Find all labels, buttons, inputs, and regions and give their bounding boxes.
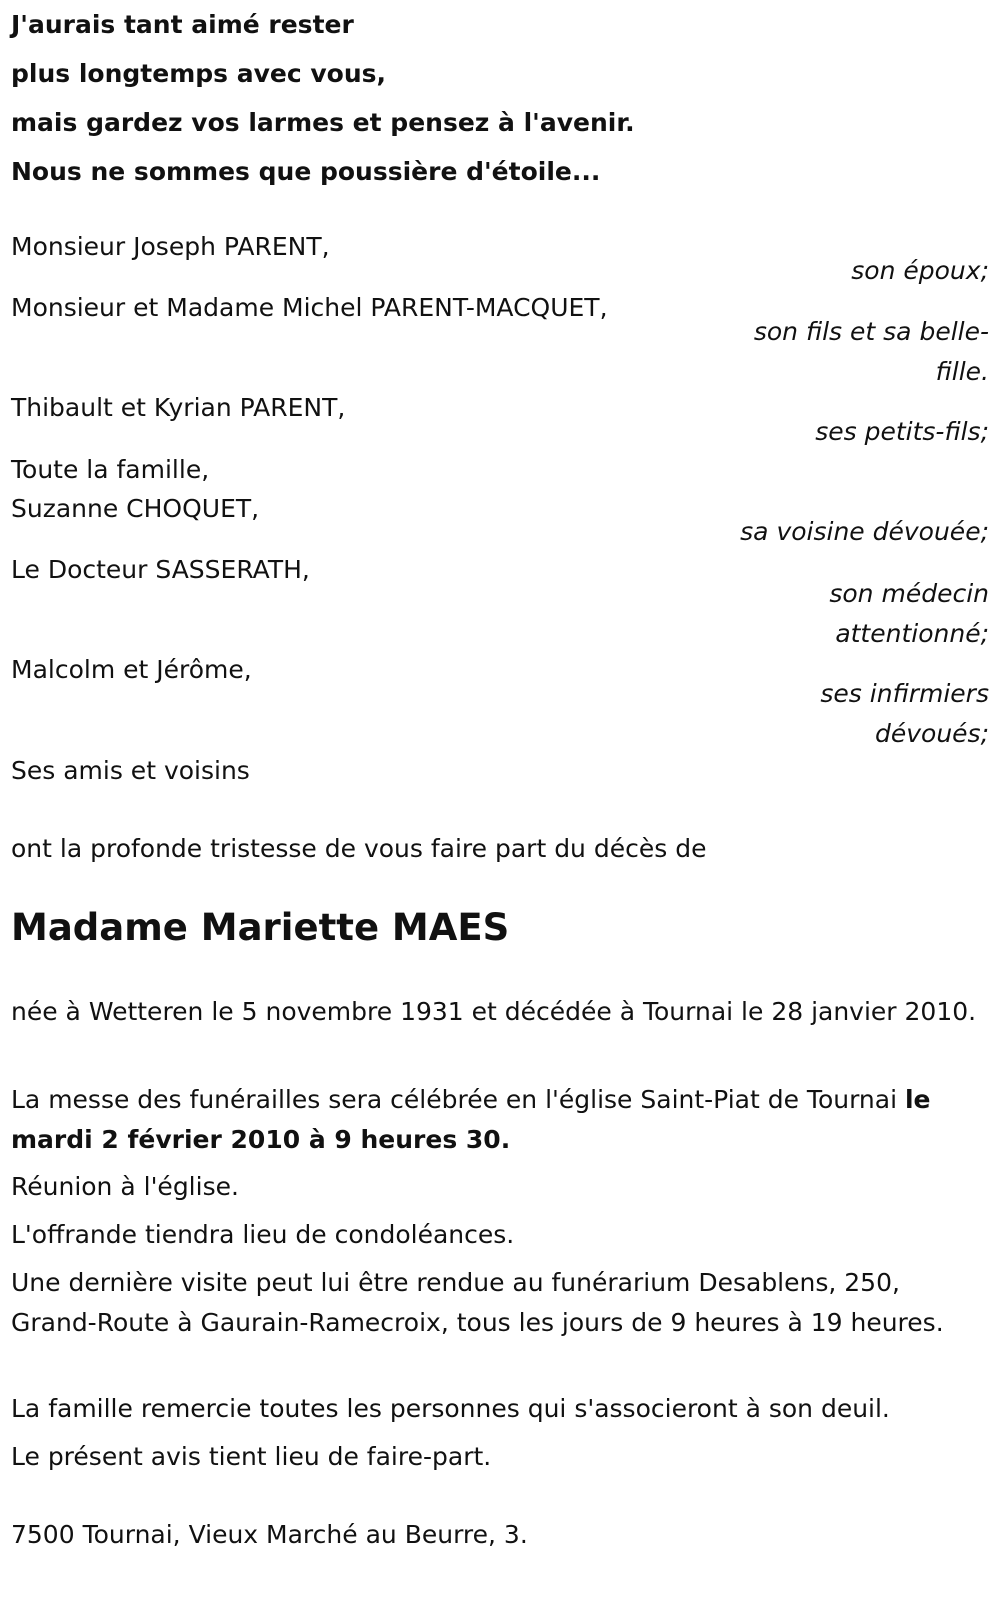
mourner-name-nurses: Malcolm et Jérôme, xyxy=(11,655,252,684)
mourner-role-grandsons: ses petits-fils; xyxy=(815,417,989,446)
reunion-text: Réunion à l'église. xyxy=(11,1172,239,1201)
mourner-role-doctor: son médecin attentionné; xyxy=(829,579,989,648)
mass-text: La messe des funérailles sera célébrée en l'église Saint-Piat de Tournai xyxy=(11,1085,905,1114)
poem-line: plus longtemps avec vous, xyxy=(11,59,387,88)
poem-line: J'aurais tant aimé rester xyxy=(11,10,354,39)
mourner-name-grandsons: Thibault et Kyrian PARENT, xyxy=(11,393,346,422)
mourner-name-family: Toute la famille, xyxy=(11,455,210,484)
mourner-role-nurses: ses infirmiers dévoués; xyxy=(820,679,989,748)
poem-line: Nous ne sommes que poussière d'étoile... xyxy=(11,157,601,186)
thanks-text: La famille remercie toutes les personnes qui s'associeront à son deuil. xyxy=(11,1394,890,1423)
deceased-name: Madame Mariette MAES xyxy=(11,906,510,949)
mourner-role-spouse: son époux; xyxy=(851,256,989,285)
mass-date: le mardi 2 février 2010 à 9 heures 30. xyxy=(11,1085,931,1154)
visit-text: Une dernière visite peut lui être rendue au funérarium Desablens, 250, Grand-Route à Gaurain-Ramecroix, tous les jours de 9 heures à 19 heures. xyxy=(11,1268,944,1337)
mourner-role-son: son fils et sa belle- fille. xyxy=(753,317,989,386)
address-text: 7500 Tournai, Vieux Marché au Beurre, 3. xyxy=(11,1520,528,1549)
mourner-name-doctor: Le Docteur SASSERATH, xyxy=(11,555,310,584)
mourner-name-friends: Ses amis et voisins xyxy=(11,756,250,785)
announcement-text: ont la profonde tristesse de vous faire part du décès de xyxy=(11,834,707,863)
birth-death-text: née à Wetteren le 5 novembre 1931 et décédée à Tournai le 28 janvier 2010. xyxy=(11,997,977,1026)
mourner-name-spouse: Monsieur Joseph PARENT, xyxy=(11,232,330,261)
mourner-role-neighbour: sa voisine dévouée; xyxy=(740,517,989,546)
poem-line: mais gardez vos larmes et pensez à l'avenir. xyxy=(11,108,635,137)
notice-text: Le présent avis tient lieu de faire-part. xyxy=(11,1442,492,1471)
opening-poem xyxy=(11,0,635,196)
offering-text: L'offrande tiendra lieu de condoléances. xyxy=(11,1220,515,1249)
mourner-name-neighbour: Suzanne CHOQUET, xyxy=(11,494,260,523)
mass-info xyxy=(11,1080,989,1160)
mourner-name-son: Monsieur et Madame Michel PARENT-MACQUET, xyxy=(11,293,608,322)
